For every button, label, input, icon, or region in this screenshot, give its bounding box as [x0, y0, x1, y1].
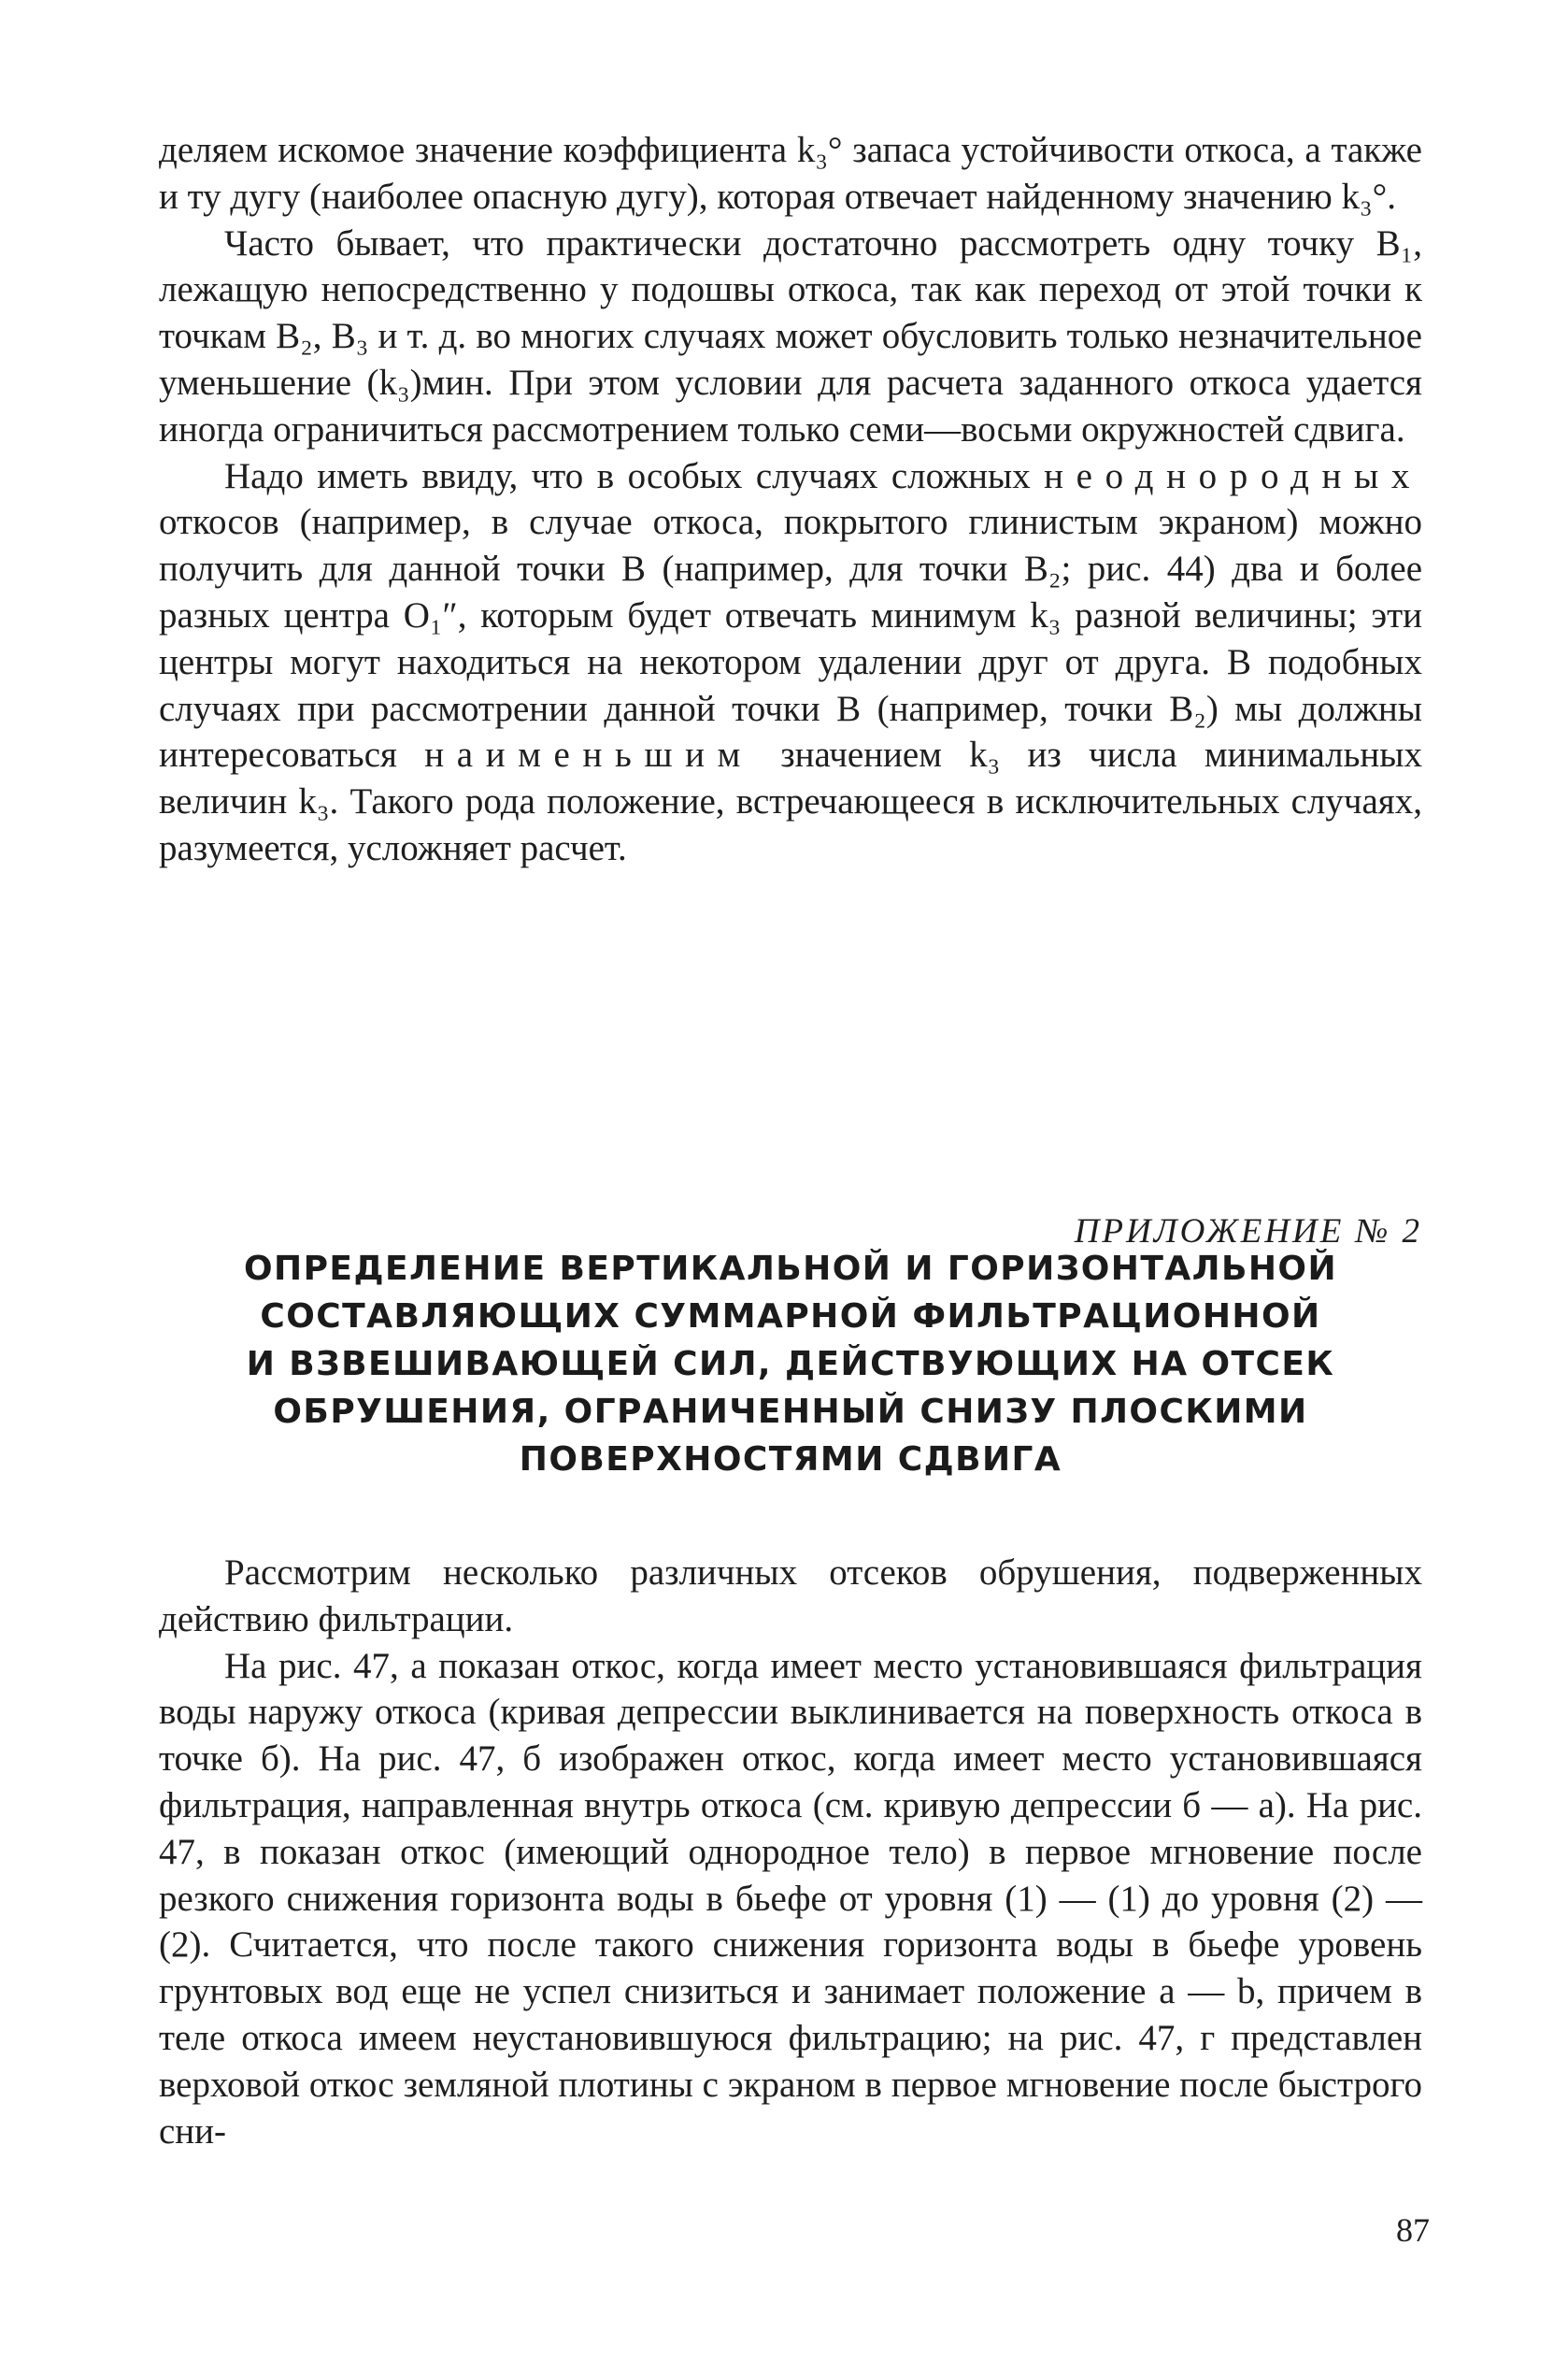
section-title-line: СОСТАВЛЯЮЩИХ СУММАРНОЙ ФИЛЬТРАЦИОННОЙ: [260, 1297, 1321, 1336]
section-title-line: И ВЗВЕШИВАЮЩЕЙ СИЛ, ДЕЙСТВУЮЩИХ НА ОТСЕК: [246, 1345, 1335, 1383]
paragraph-3-part-2: откосов (например, в случае откоса, покрытого глинистым экраном) можно получить для данной точки B (например, для точки B₂; рис. 44) два и более разных центра O₁″, которым будет отвечать минимум k₃ разной величины; эти центры могут находиться на некотором удалении друг от друга. В подобных случаях при рассмотрении данной точки B (например, точки B₂) мы должны интересоваться: [159, 502, 1422, 776]
spaced-word-heterogeneous: неоднородных: [1044, 455, 1422, 496]
paragraph-3-part-3: значением k₃ из числа минимальных величин k₃. Такого рода положение, встречающееся в исключительных случаях, разумеется, усложняет расчет.: [159, 735, 1423, 868]
paragraph-5: На рис. 47, а показан откос, когда имеет место установившаяся фильтрация воды наружу откоса (кривая депрессии выклинивается на поверхность откоса в точке б). На рис. 47, б изображен откос, когда имеет место установившаяся фильтрация, направленная внутрь откоса (см. кривую депрессии б — а). На рис. 47, в показан откос (имеющий однородное тело) в первое мгновение после резкого снижения горизонта воды в бьефе от уровня (1) — (1) до уровня (2) — (2). Считается, что после такого снижения горизонта воды в бьефе уровень грунтовых вод еще не успел снизиться и занимает положение а — b, причем в теле откоса имеем неустановившуюся фильтрацию; на рис. 47, г представлен верховой откос земляной плотины с экраном в первое мгновение после быстрого сни-: [159, 1645, 1422, 2152]
section-title-line: ПОВЕРХНОСТЯМИ СДВИГА: [519, 1440, 1062, 1479]
body-text-top: [159, 127, 1422, 872]
paragraph-4: Рассмотрим несколько различных отсеков обрушения, подверженных действию фильтрации.: [159, 1552, 1422, 1639]
paragraph-3: [159, 453, 1422, 872]
section-title-line: ОПРЕДЕЛЕНИЕ ВЕРТИКАЛЬНОЙ И ГОРИЗОНТАЛЬНОЙ: [243, 1250, 1338, 1288]
section-title: [159, 1245, 1422, 1483]
appendix-label: ПРИЛОЖЕНИЕ № 2: [1074, 1212, 1422, 1251]
page-number: 87: [1396, 2211, 1430, 2249]
section-title-line: ОБРУШЕНИЯ, ОГРАНИЧЕННЫЙ СНИЗУ ПЛОСКИМИ: [273, 1393, 1308, 1431]
paragraph-3-part-1: Надо иметь ввиду, что в особых случаях сложных: [224, 455, 1045, 496]
paragraph-1: деляем искомое значение коэффициента k₃° запаса устойчивости откоса, а также и ту дугу (наиболее опасную дугу), которая отвечает найденному значению k₃°.: [159, 130, 1422, 217]
paragraph-2: Часто бывает, что практически достаточно рассмотреть одну точку B₁, лежащую непосредственно у подошвы откоса, так как переход от этой точки к точкам B₂, B₃ и т. д. во многих случаях может обусловить только незначительное уменьшение (k₃)мин. При этом условии для расчета заданного откоса удается иногда ограничиться рассмотрением только семи—восьми окружностей сдвига.: [159, 222, 1422, 450]
spaced-word-smallest: наименьшим: [424, 735, 753, 776]
body-text-bottom: [159, 1550, 1422, 2154]
